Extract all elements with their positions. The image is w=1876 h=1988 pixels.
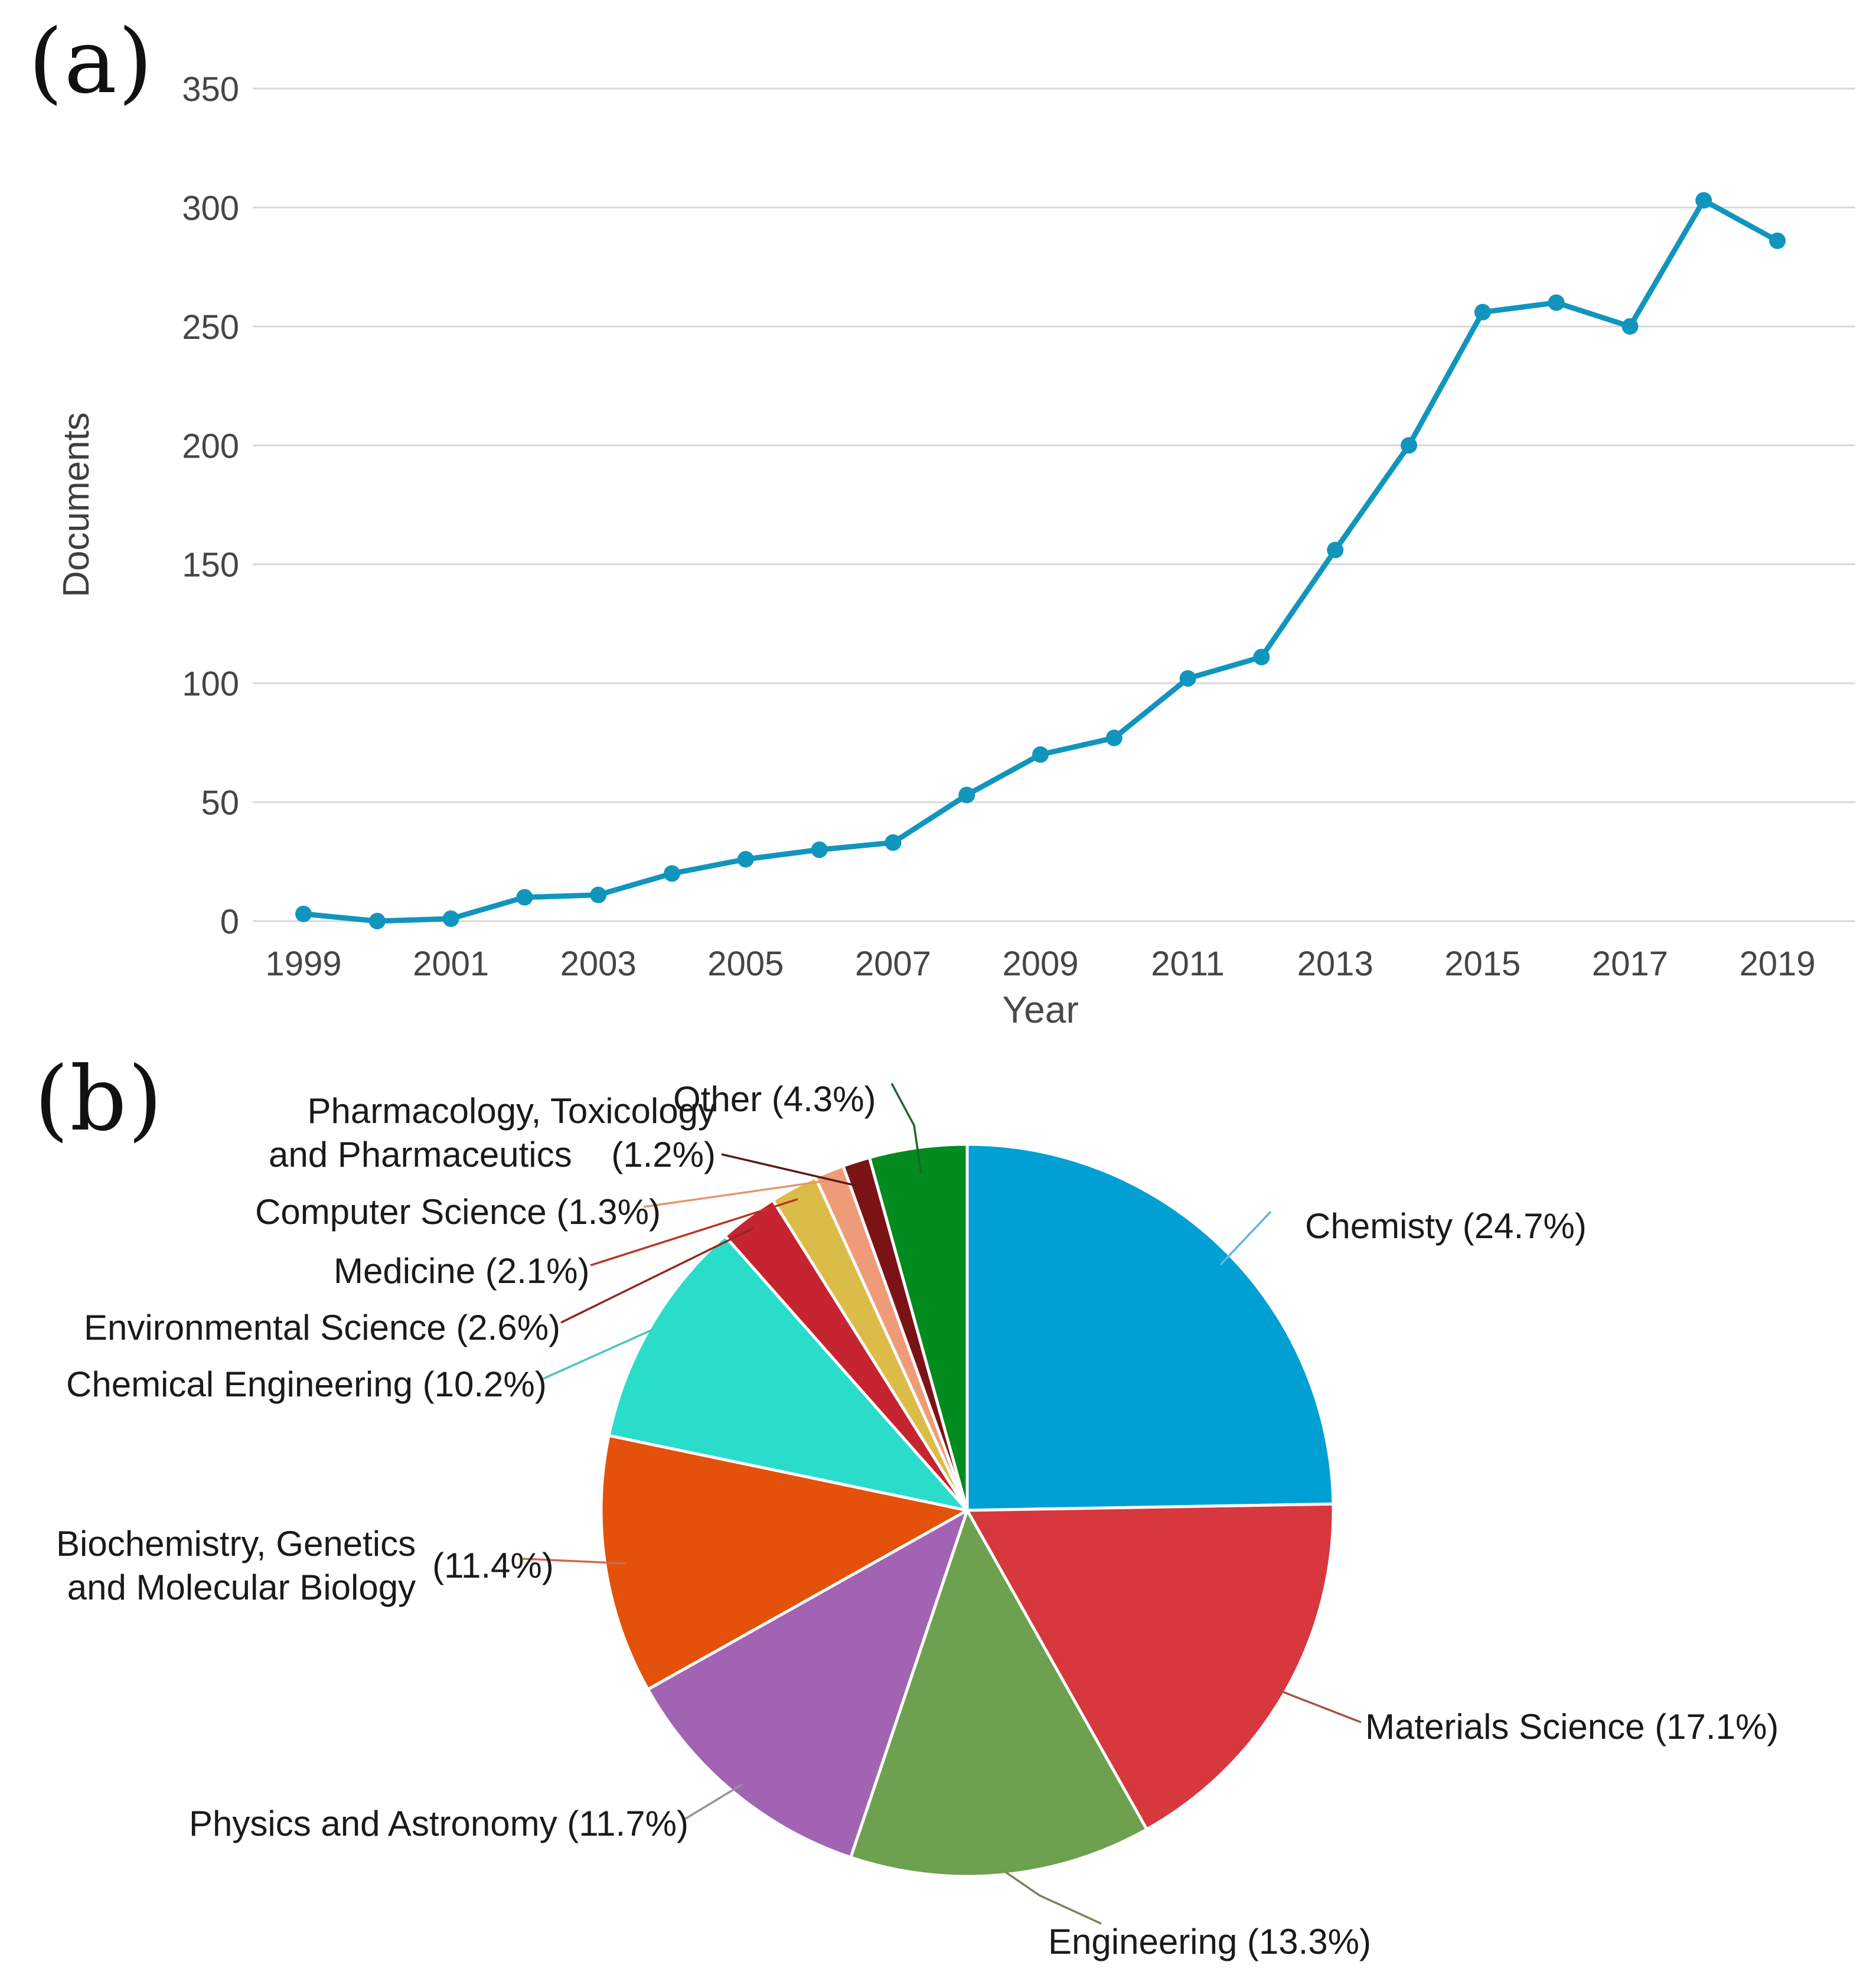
data-point [958,786,975,803]
data-point [590,887,606,903]
pie-label-text: Materials Science (17.1%) [1365,1707,1779,1747]
data-point [1621,318,1638,335]
pie-label-text: Pharmacology, Toxicology and Pharmaceutics (1.2%) [268,1091,716,1174]
pie-label-percent: (11.4%) [432,1546,554,1585]
pie-label-text: Biochemistry, Genetics and Molecular Biology [56,1524,416,1607]
leader-line [684,1784,742,1820]
data-point [1032,746,1049,763]
x-tick-label: 2001 [413,945,490,983]
data-point [811,841,828,858]
y-tick-label: 300 [182,189,239,228]
data-point [1253,649,1270,665]
pie-label-computer-science [255,1190,661,1234]
pie-label-text: Computer Science (1.3%) [255,1192,661,1232]
pie-label-medicine [334,1249,590,1293]
x-tick-label: 2009 [1002,945,1079,983]
data-point [443,910,459,927]
data-point [1769,233,1786,249]
pie-label-environmental-science [84,1306,560,1350]
pie-label-text: Chemical Engineering (10.2%) [66,1364,547,1404]
data-point [1401,437,1417,453]
y-axis-title: Documents [56,412,97,598]
data-point [369,913,386,929]
x-tick-label: 2019 [1739,945,1816,983]
x-tick-label: 2011 [1151,945,1225,983]
pie-label-text: Chemisty (24.7%) [1305,1206,1587,1246]
data-point [1327,542,1343,559]
y-tick-label: 100 [182,665,239,704]
data-point [1548,295,1565,311]
pie-label-chemisty [1305,1204,1587,1248]
panel-b-tag: (b) [34,1048,164,1151]
y-tick-label: 0 [220,903,239,941]
y-tick-label: 50 [201,784,239,822]
data-point [1106,730,1123,746]
data-point [295,906,312,922]
x-tick-label: 2005 [707,945,784,983]
pie-slice-1 [967,1144,1333,1510]
y-tick-label: 200 [182,427,239,466]
data-point [885,834,901,851]
data-point [738,851,754,867]
data-point [1474,304,1491,321]
data-point [516,889,533,906]
pie-label-biochemistry-genetics-and-molecular-biology [56,1522,554,1610]
x-tick-label: 1999 [265,945,342,983]
leader-line [1279,1690,1361,1722]
pie-label-text: Medicine (2.1%) [334,1251,590,1291]
y-tick-label: 350 [182,70,239,109]
x-tick-label: 2015 [1444,945,1521,983]
pie-label-engineering [1048,1920,1371,1964]
pie-label-text: Environmental Science (2.6%) [84,1308,561,1347]
data-point [664,865,680,882]
pie-label-physics-and-astronomy [189,1802,689,1846]
panel-a-tag: (a) [28,11,154,113]
leader-line [1005,1872,1101,1924]
pie-label-text: Other (4.3%) [673,1079,876,1119]
pie-label-materials-science [1365,1705,1779,1749]
x-tick-label: 2017 [1591,945,1668,983]
pie-label-other [673,1078,876,1121]
x-axis-title: Year [1002,988,1079,1031]
pie-label-chemical-engineering [66,1363,547,1406]
x-tick-label: 2003 [560,945,637,983]
x-tick-label: 2007 [854,945,931,983]
pie-label-text: Engineering (13.3%) [1048,1922,1372,1961]
y-tick-label: 150 [182,546,239,585]
data-point [1180,670,1196,687]
pie-label-text: Physics and Astronomy (11.7%) [189,1804,689,1843]
data-point [1695,192,1712,208]
leader-line [1221,1212,1271,1265]
x-tick-label: 2013 [1297,945,1373,983]
y-tick-label: 250 [182,308,239,347]
pie-label-pharmacology-toxicology-and-pharmaceutics [218,1089,716,1177]
